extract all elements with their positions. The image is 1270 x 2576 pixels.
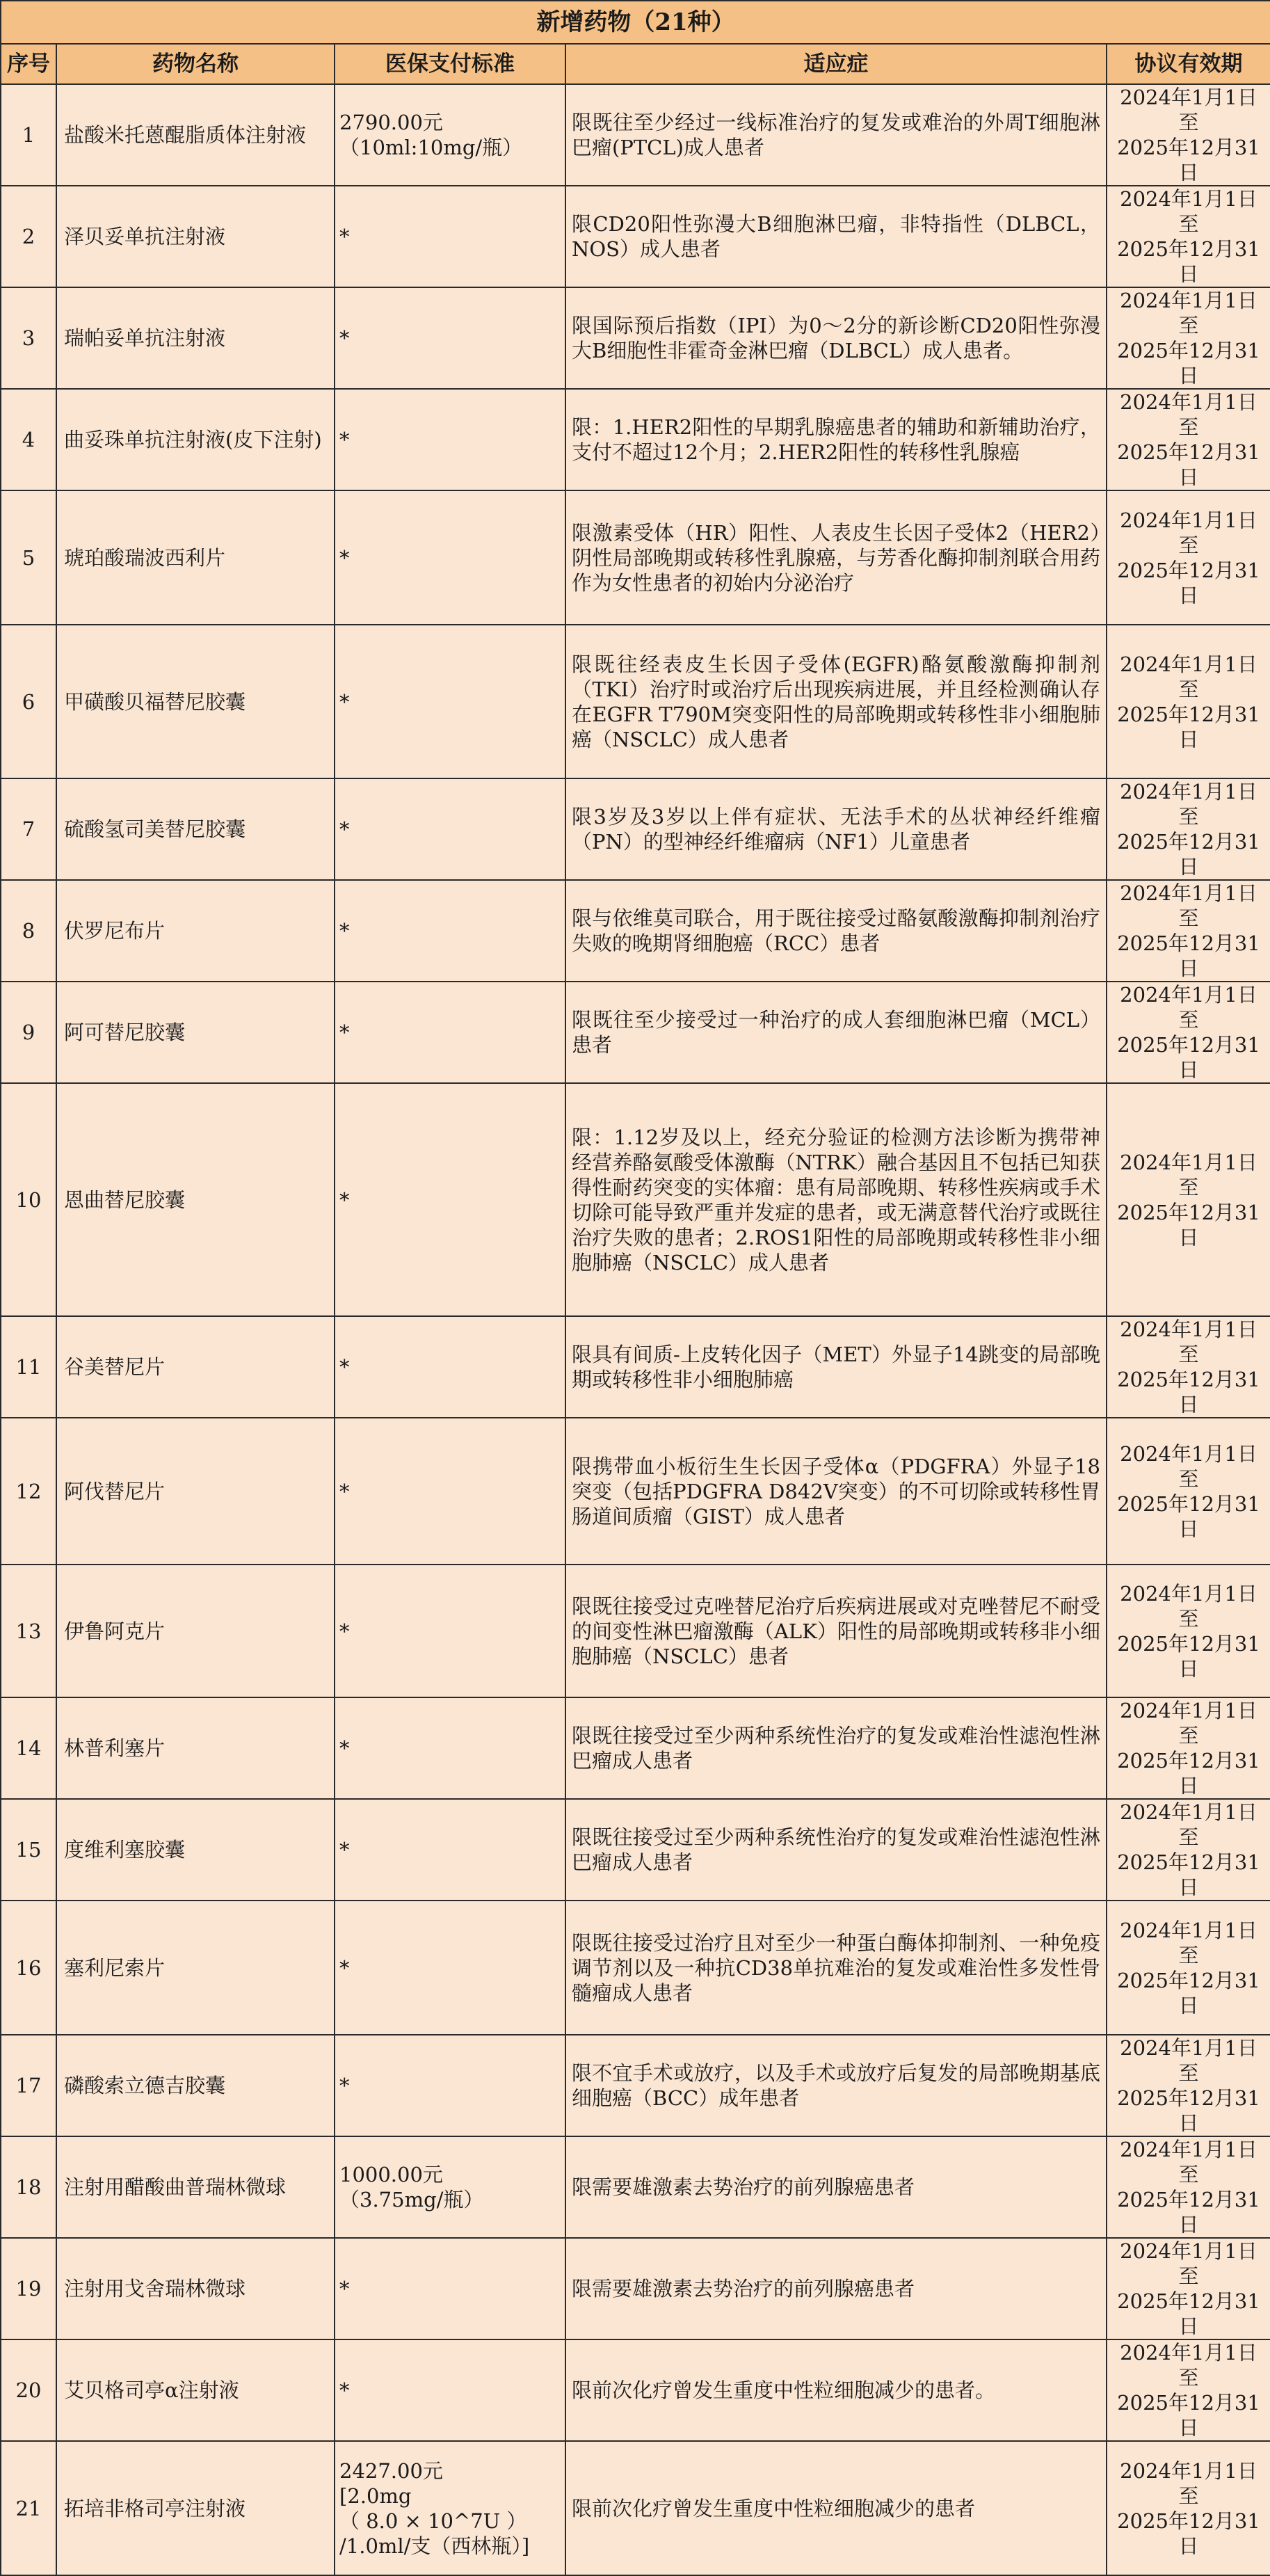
cell-payment-standard: 2427.00元 [2.0mg （ 8.0 × 10^7U ） /1.0ml/支（西林瓶）] xyxy=(335,2441,565,2575)
cell-no: 14 xyxy=(1,1697,56,1799)
cell-drug-name: 泽贝妥单抗注射液 xyxy=(56,186,335,287)
table-row xyxy=(1,2238,1270,2339)
cell-indication: 限需要雄激素去势治疗的前列腺癌患者 xyxy=(565,2238,1107,2339)
cell-agreement-period: 2024年1月1日至 2025年12月31日 xyxy=(1107,1316,1270,1418)
cell-indication: 限携带血小板衍生生长因子受体α（PDGFRA）外显子18突变（包括PDGFRA D842V突变）的不可切除或转移性胃肠道间质瘤（GIST）成人患者 xyxy=(565,1418,1107,1565)
cell-no: 13 xyxy=(1,1565,56,1697)
cell-indication: 限既往至少接受过一种治疗的成人套细胞淋巴瘤（MCL）患者 xyxy=(565,982,1107,1083)
cell-payment-standard: * xyxy=(335,1083,565,1316)
cell-drug-name: 谷美替尼片 xyxy=(56,1316,335,1418)
cell-agreement-period: 2024年1月1日至 2025年12月31日 xyxy=(1107,625,1270,778)
cell-no: 1 xyxy=(1,84,56,186)
cell-no: 15 xyxy=(1,1799,56,1901)
cell-no: 9 xyxy=(1,982,56,1083)
cell-agreement-period: 2024年1月1日至 2025年12月31日 xyxy=(1107,1418,1270,1565)
cell-drug-name: 塞利尼索片 xyxy=(56,1901,335,2035)
cell-payment-standard: * xyxy=(335,1901,565,2035)
cell-no: 4 xyxy=(1,389,56,490)
cell-indication: 限既往接受过克唑替尼治疗后疾病进展或对克唑替尼不耐受的间变性淋巴瘤激酶（ALK）阳性的局部晚期或转移非小细胞肺癌（NSCLC）患者 xyxy=(565,1565,1107,1697)
cell-agreement-period: 2024年1月1日至 2025年12月31日 xyxy=(1107,778,1270,880)
cell-no: 17 xyxy=(1,2035,56,2136)
cell-drug-name: 瑞帕妥单抗注射液 xyxy=(56,287,335,389)
cell-indication: 限既往至少经过一线标准治疗的复发或难治的外周T细胞淋巴瘤(PTCL)成人患者 xyxy=(565,84,1107,186)
cell-payment-standard: * xyxy=(335,1418,565,1565)
table-row xyxy=(1,2441,1270,2575)
table-body xyxy=(1,84,1270,2575)
cell-no: 20 xyxy=(1,2339,56,2441)
cell-payment-standard: * xyxy=(335,389,565,490)
table-row xyxy=(1,1418,1270,1565)
cell-drug-name: 度维利塞胶囊 xyxy=(56,1799,335,1901)
cell-no: 6 xyxy=(1,625,56,778)
table-row xyxy=(1,186,1270,287)
cell-payment-standard: * xyxy=(335,490,565,625)
table-row xyxy=(1,982,1270,1083)
cell-payment-standard: * xyxy=(335,186,565,287)
cell-payment-standard: * xyxy=(335,778,565,880)
cell-no: 3 xyxy=(1,287,56,389)
cell-indication: 限前次化疗曾发生重度中性粒细胞减少的患者。 xyxy=(565,2339,1107,2441)
cell-agreement-period: 2024年1月1日至 2025年12月31日 xyxy=(1107,287,1270,389)
cell-indication: 限与依维莫司联合，用于既往接受过酪氨酸激酶抑制剂治疗失败的晚期肾细胞癌（RCC）患者 xyxy=(565,880,1107,982)
cell-payment-standard: * xyxy=(335,982,565,1083)
cell-indication: 限不宜手术或放疗，以及手术或放疗后复发的局部晚期基底细胞癌（BCC）成年患者 xyxy=(565,2035,1107,2136)
cell-payment-standard: * xyxy=(335,2238,565,2339)
cell-no: 19 xyxy=(1,2238,56,2339)
cell-drug-name: 曲妥珠单抗注射液(皮下注射) xyxy=(56,389,335,490)
table-row xyxy=(1,778,1270,880)
cell-payment-standard: * xyxy=(335,1316,565,1418)
cell-payment-standard: * xyxy=(335,880,565,982)
title-row xyxy=(1,1,1270,44)
table-row xyxy=(1,2035,1270,2136)
cell-agreement-period: 2024年1月1日至 2025年12月31日 xyxy=(1107,2035,1270,2136)
table-row xyxy=(1,2339,1270,2441)
cell-no: 2 xyxy=(1,186,56,287)
cell-no: 12 xyxy=(1,1418,56,1565)
cell-payment-standard: 2790.00元 （10ml:10mg/瓶） xyxy=(335,84,565,186)
cell-indication: 限国际预后指数（IPI）为0～2分的新诊断CD20阳性弥漫大B细胞性非霍奇金淋巴瘤（DLBCL）成人患者。 xyxy=(565,287,1107,389)
header-no: 序号 xyxy=(1,44,56,84)
table-row xyxy=(1,1697,1270,1799)
table-row xyxy=(1,2136,1270,2238)
cell-payment-standard: * xyxy=(335,2339,565,2441)
cell-indication: 限既往接受过至少两种系统性治疗的复发或难治性滤泡性淋巴瘤成人患者 xyxy=(565,1697,1107,1799)
table-title: 新增药物（21种） xyxy=(1,1,1270,44)
cell-drug-name: 伊鲁阿克片 xyxy=(56,1565,335,1697)
cell-payment-standard: 1000.00元 （3.75mg/瓶） xyxy=(335,2136,565,2238)
cell-indication: 限激素受体（HR）阳性、人表皮生长因子受体2（HER2）阴性局部晚期或转移性乳腺癌，与芳香化酶抑制剂联合用药作为女性患者的初始内分泌治疗 xyxy=(565,490,1107,625)
cell-agreement-period: 2024年1月1日至 2025年12月31日 xyxy=(1107,186,1270,287)
cell-agreement-period: 2024年1月1日至 2025年12月31日 xyxy=(1107,1799,1270,1901)
cell-payment-standard: * xyxy=(335,2035,565,2136)
table-row xyxy=(1,1565,1270,1697)
cell-indication: 限需要雄激素去势治疗的前列腺癌患者 xyxy=(565,2136,1107,2238)
cell-agreement-period: 2024年1月1日至 2025年12月31日 xyxy=(1107,982,1270,1083)
table-row xyxy=(1,880,1270,982)
cell-agreement-period: 2024年1月1日至 2025年12月31日 xyxy=(1107,2238,1270,2339)
cell-drug-name: 拓培非格司亭注射液 xyxy=(56,2441,335,2575)
header-indication: 适应症 xyxy=(565,44,1107,84)
cell-indication: 限既往接受过治疗且对至少一种蛋白酶体抑制剂、一种免疫调节剂以及一种抗CD38单抗难治的复发或难治性多发性骨髓瘤成人患者 xyxy=(565,1901,1107,2035)
cell-no: 16 xyxy=(1,1901,56,2035)
cell-no: 18 xyxy=(1,2136,56,2238)
cell-payment-standard: * xyxy=(335,1565,565,1697)
cell-agreement-period: 2024年1月1日至 2025年12月31日 xyxy=(1107,389,1270,490)
cell-indication: 限：1.12岁及以上，经充分验证的检测方法诊断为携带神经营养酪氨酸受体激酶（NTRK）融合基因且不包括已知获得性耐药突变的实体瘤：患有局部晚期、转移性疾病或手术切除可能导致严重并发症的患者，或无满意替代治疗或既往治疗失败的患者；2.ROS1阳性的局部晚期或转移性非小细胞肺癌（NSCLC）成人患者 xyxy=(565,1083,1107,1316)
header-drug-name: 药物名称 xyxy=(56,44,335,84)
cell-no: 8 xyxy=(1,880,56,982)
cell-drug-name: 磷酸索立德吉胶囊 xyxy=(56,2035,335,2136)
cell-payment-standard: * xyxy=(335,625,565,778)
cell-no: 11 xyxy=(1,1316,56,1418)
cell-agreement-period: 2024年1月1日至 2025年12月31日 xyxy=(1107,84,1270,186)
table-row xyxy=(1,389,1270,490)
cell-drug-name: 伏罗尼布片 xyxy=(56,880,335,982)
cell-agreement-period: 2024年1月1日至 2025年12月31日 xyxy=(1107,490,1270,625)
cell-drug-name: 硫酸氢司美替尼胶囊 xyxy=(56,778,335,880)
table-row xyxy=(1,625,1270,778)
cell-agreement-period: 2024年1月1日至 2025年12月31日 xyxy=(1107,2339,1270,2441)
cell-drug-name: 林普利塞片 xyxy=(56,1697,335,1799)
cell-agreement-period: 2024年1月1日至 2025年12月31日 xyxy=(1107,2441,1270,2575)
header-agreement-period: 协议有效期 xyxy=(1107,44,1270,84)
cell-agreement-period: 2024年1月1日至 2025年12月31日 xyxy=(1107,2136,1270,2238)
table-row xyxy=(1,287,1270,389)
cell-indication: 限3岁及3岁以上伴有症状、无法手术的丛状神经纤维瘤（PN）的型神经纤维瘤病（NF1）儿童患者 xyxy=(565,778,1107,880)
cell-agreement-period: 2024年1月1日至 2025年12月31日 xyxy=(1107,880,1270,982)
table-row xyxy=(1,1901,1270,2035)
cell-agreement-period: 2024年1月1日至 2025年12月31日 xyxy=(1107,1083,1270,1316)
cell-drug-name: 琥珀酸瑞波西利片 xyxy=(56,490,335,625)
cell-payment-standard: * xyxy=(335,287,565,389)
cell-drug-name: 甲磺酸贝福替尼胶囊 xyxy=(56,625,335,778)
table-row xyxy=(1,1799,1270,1901)
cell-indication: 限既往接受过至少两种系统性治疗的复发或难治性滤泡性淋巴瘤成人患者 xyxy=(565,1799,1107,1901)
cell-payment-standard: * xyxy=(335,1697,565,1799)
cell-drug-name: 恩曲替尼胶囊 xyxy=(56,1083,335,1316)
table-row xyxy=(1,1316,1270,1418)
cell-drug-name: 阿伐替尼片 xyxy=(56,1418,335,1565)
cell-indication: 限具有间质-上皮转化因子（MET）外显子14跳变的局部晚期或转移性非小细胞肺癌 xyxy=(565,1316,1107,1418)
cell-payment-standard: * xyxy=(335,1799,565,1901)
cell-indication: 限CD20阳性弥漫大B细胞淋巴瘤，非特指性（DLBCL，NOS）成人患者 xyxy=(565,186,1107,287)
cell-agreement-period: 2024年1月1日至 2025年12月31日 xyxy=(1107,1901,1270,2035)
cell-no: 21 xyxy=(1,2441,56,2575)
header-row xyxy=(1,44,1270,84)
cell-agreement-period: 2024年1月1日至 2025年12月31日 xyxy=(1107,1565,1270,1697)
table-row xyxy=(1,1083,1270,1316)
cell-indication: 限：1.HER2阳性的早期乳腺癌患者的辅助和新辅助治疗，支付不超过12个月；2.HER2阳性的转移性乳腺癌 xyxy=(565,389,1107,490)
cell-indication: 限既往经表皮生长因子受体(EGFR)酪氨酸激酶抑制剂（TKI）治疗时或治疗后出现疾病进展，并且经检测确认存在EGFR T790M突变阳性的局部晚期或转移性非小细胞肺癌（NSCLC）成人患者 xyxy=(565,625,1107,778)
table-row xyxy=(1,490,1270,625)
header-payment-standard: 医保支付标准 xyxy=(335,44,565,84)
cell-no: 5 xyxy=(1,490,56,625)
cell-agreement-period: 2024年1月1日至 2025年12月31日 xyxy=(1107,1697,1270,1799)
cell-drug-name: 阿可替尼胶囊 xyxy=(56,982,335,1083)
cell-drug-name: 注射用戈舍瑞林微球 xyxy=(56,2238,335,2339)
cell-drug-name: 注射用醋酸曲普瑞林微球 xyxy=(56,2136,335,2238)
cell-no: 10 xyxy=(1,1083,56,1316)
table-row xyxy=(1,84,1270,186)
cell-drug-name: 艾贝格司亭α注射液 xyxy=(56,2339,335,2441)
cell-drug-name: 盐酸米托蒽醌脂质体注射液 xyxy=(56,84,335,186)
cell-no: 7 xyxy=(1,778,56,880)
cell-indication: 限前次化疗曾发生重度中性粒细胞减少的患者 xyxy=(565,2441,1107,2575)
